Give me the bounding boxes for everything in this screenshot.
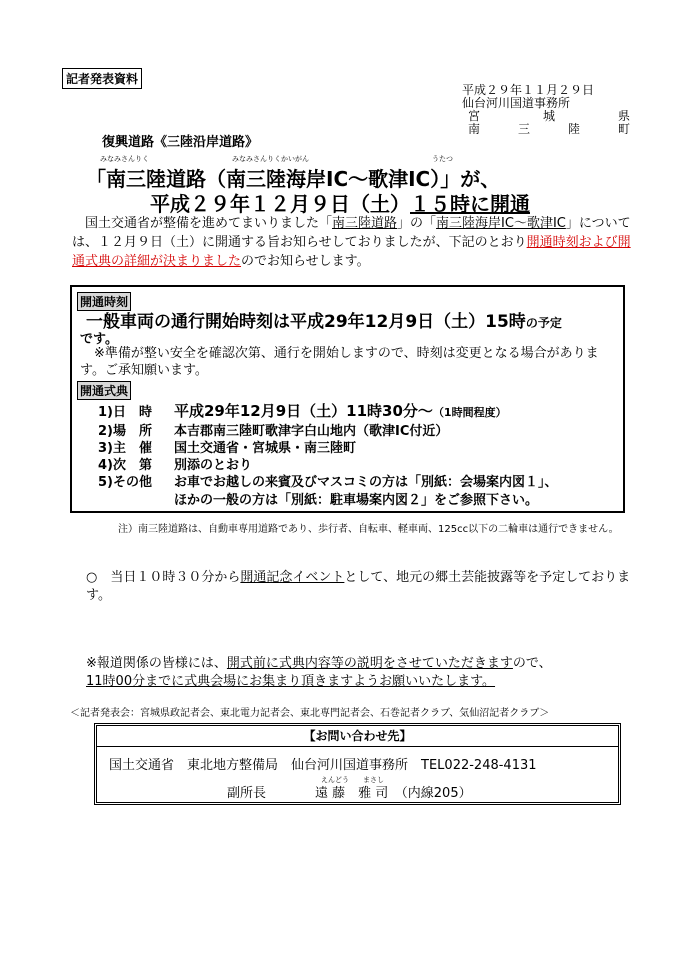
contact-box <box>94 723 621 805</box>
details-box <box>70 285 625 513</box>
office-name: 仙台河川国道事務所 <box>462 96 571 110</box>
town-name: 南 三 陸 町 <box>468 122 630 136</box>
ceremony-row-place: 2)場 所 本吉郡南三陸町歌津字白山地内（歌津IC付近） <box>98 424 449 439</box>
opening-time-main: 一般車両の通行開始時刻は平成29年12月9日（土）15時の予定 <box>86 312 562 332</box>
intro-paragraph: 国土交通省が整備を進めてまいりました「南三陸道路」の「南三陸海岸IC～歌津IC」については、１２月９日（土）に開通する旨お知らせしておりましたが、下記のとおり開通時刻および開通式典の詳細が決まりましたのでお知らせします。 <box>72 216 631 269</box>
subtitle: 復興道路《三陸沿岸道路》 <box>102 135 259 150</box>
ceremony-row-datetime: 1)日 時 平成29年12月9日（土）11時30分～（1時間程度） <box>98 402 507 420</box>
press-notice: ※報道関係の皆様には、開式前に式典内容等の説明をさせていただきますので、 11時00分までに式典会場にお集まり頂きますようお願いいたします。 <box>86 656 552 689</box>
contact-person-line: 副所長 遠 藤 雅 司 （内線205） <box>227 786 472 801</box>
contact-name-ruby-b: まさし <box>363 776 384 784</box>
contact-heading: 【お問い合わせ先】 <box>97 726 618 747</box>
ruby-ic: みなみさんりくかいがん <box>232 155 309 163</box>
ceremony-label: 開通式典 <box>77 380 131 400</box>
traffic-note: 注）南三陸道路は、自動車専用道路であり、歩行者、自転車、軽車両、125cc以下の二輪車は通行できません。 <box>118 524 619 535</box>
press-release-tag: 記者発表資料 <box>62 68 142 89</box>
opening-time-caution: ※準備が整い安全を確認次第、通行を開始しますので、時刻は変更となる場合があります。ご承知願います。 <box>80 346 599 378</box>
event-notice: ○ 当日１０時３０分から開通記念イベントとして、地元の郷土芸能披露等を予定しております。 <box>86 570 631 603</box>
release-date: 平成２９年１１月２９日 <box>462 83 595 97</box>
press-clubs: ＜記者発表会：宮城県政記者会、東北電力記者会、東北専門記者会、石巻記者クラブ、気仙沼記者クラブ＞ <box>70 708 550 719</box>
contact-org-line: 国土交通省 東北地方整備局 仙台河川国道事務所 TEL022-248-4131 <box>109 758 537 773</box>
opening-time-label: 開通時刻 <box>77 291 131 311</box>
opening-time-desu: です。 <box>80 332 118 347</box>
prefecture-name: 宮 城 県 <box>468 109 630 123</box>
ruby-utatsu: うたつ <box>432 155 453 163</box>
contact-name-ruby-a: えんどう <box>321 776 349 784</box>
headline-line1: 「南三陸道路（南三陸海岸IC～歌津IC）」が、 <box>86 167 501 191</box>
ceremony-row-other: 5)その他 お車でお越しの来賓及びマスコミの方は「別紙：会場案内図１」、 <box>98 475 558 490</box>
ceremony-row-program: 4)次 第 別添のとおり <box>98 458 253 473</box>
ruby-road: みなみさんりく <box>100 155 149 163</box>
ceremony-row-other-line2: ほかの一般の方は「別紙：駐車場案内図２」をご参照下さい。 <box>174 493 539 508</box>
headline-line2: 平成２９年１２月９日（土）１５時に開通 <box>150 192 530 216</box>
ceremony-row-host: 3)主 催 国土交通省・宮城県・南三陸町 <box>98 441 357 456</box>
issuer-block <box>462 84 630 136</box>
